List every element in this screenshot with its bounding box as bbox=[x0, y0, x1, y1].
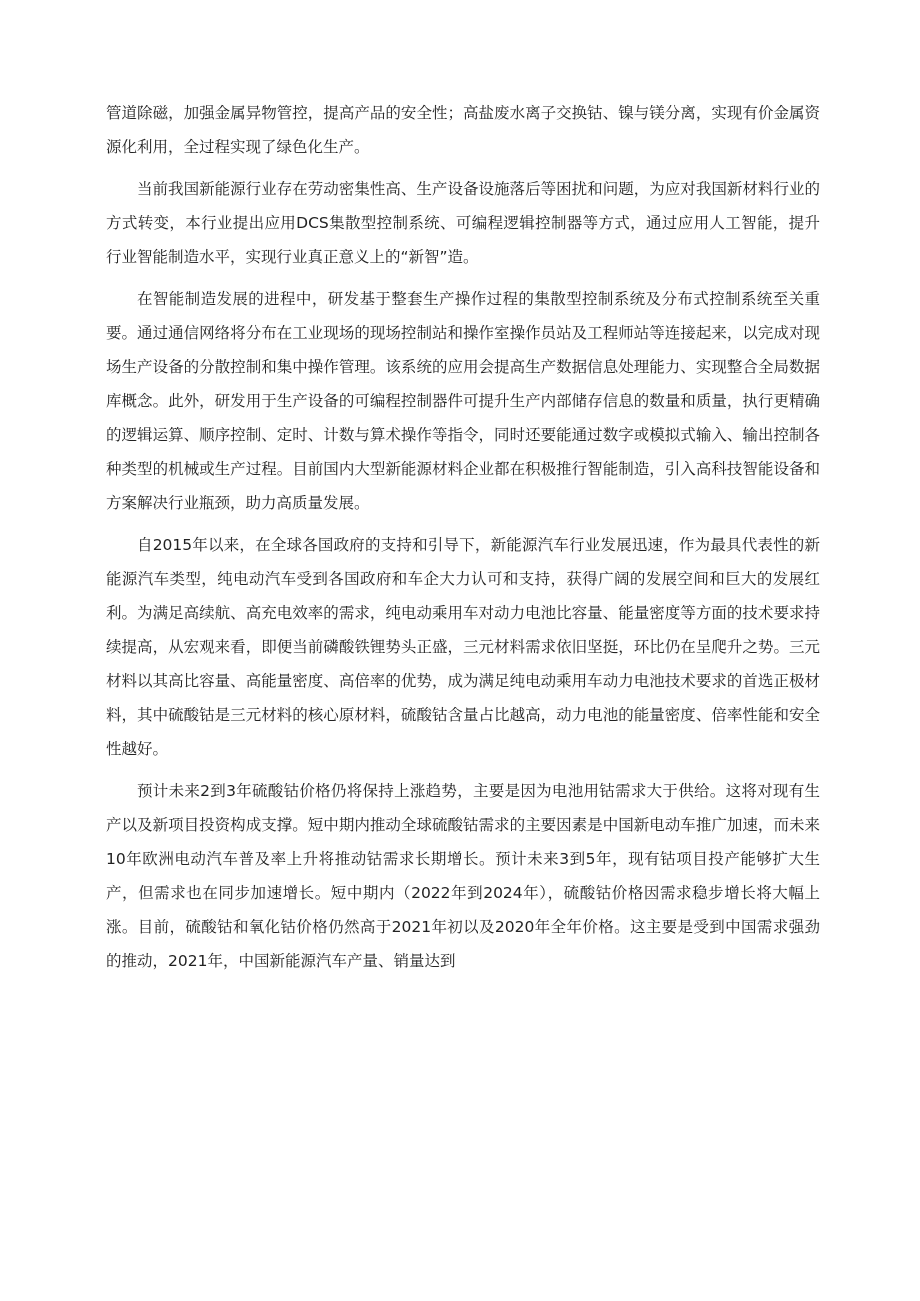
paragraph-continuation: 管道除磁，加强金属异物管控，提高产品的安全性；高盐废水离子交换钴、镍与镁分离，实现有价金属资源化利用，全过程实现了绿色化生产。 bbox=[106, 104, 820, 156]
paragraph-cobalt-price-outlook: 预计未来2到3年硫酸钴价格仍将保持上涨趋势，主要是因为电池用钴需求大于供给。这将对现有生产以及新项目投资构成支撑。短中期内推动全球硫酸钴需求的主要因素是中国新电动车推广加速，而未来10年欧洲电动汽车普及率上升将推动钴需求长期增长。预计未来3到5年，现有钴项目投产能够扩大生产，但需求也在同步加速增长。短中期内（2022年到2024年），硫酸钴价格因需求稳步增长将大幅上涨。目前，硫酸钴和氧化钴价格仍然高于2021年初以及2020年全年价格。这主要是受到中国需求强劲的推动，2021年，中国新能源汽车产量、销量达到 bbox=[106, 782, 820, 970]
document-body bbox=[106, 96, 820, 986]
paragraph-ev-market: 自2015年以来，在全球各国政府的支持和引导下，新能源汽车行业发展迅速，作为最具代表性的新能源汽车类型，纯电动汽车受到各国政府和车企大力认可和支持，获得广阔的发展空间和巨大的发展红利。为满足高续航、高充电效率的需求，纯电动乘用车对动力电池比容量、能量密度等方面的技术要求持续提高，从宏观来看，即便当前磷酸铁锂势头正盛，三元材料需求依旧坚挺，环比仍在呈爬升之势。三元材料以其高比容量、高能量密度、高倍率的优势，成为满足纯电动乘用车动力电池技术要求的首选正极材料，其中硫酸钴是三元材料的核心原材料，硫酸钴含量占比越高，动力电池的能量密度、倍率性能和安全性越好。 bbox=[106, 536, 820, 758]
paragraph-industry-transformation: 当前我国新能源行业存在劳动密集性高、生产设备设施落后等困扰和问题，为应对我国新材料行业的方式转变，本行业提出应用DCS集散型控制系统、可编程逻辑控制器等方式，通过应用人工智能，提升行业智能制造水平，实现行业真正意义上的“新智”造。 bbox=[106, 180, 820, 266]
paragraph-intelligent-manufacturing: 在智能制造发展的进程中，研发基于整套生产操作过程的集散型控制系统及分布式控制系统至关重要。通过通信网络将分布在工业现场的现场控制站和操作室操作员站及工程师站等连接起来，以完成对现场生产设备的分散控制和集中操作管理。该系统的应用会提高生产数据信息处理能力、实现整合全局数据库概念。此外，研发用于生产设备的可编程控制器件可提升生产内部储存信息的数量和质量，执行更精确的逻辑运算、顺序控制、定时、计数与算术操作等指令，同时还要能通过数字或模拟式输入、输出控制各种类型的机械或生产过程。目前国内大型新能源材料企业都在积极推行智能制造，引入高科技智能设备和方案解决行业瓶颈，助力高质量发展。 bbox=[106, 290, 820, 512]
